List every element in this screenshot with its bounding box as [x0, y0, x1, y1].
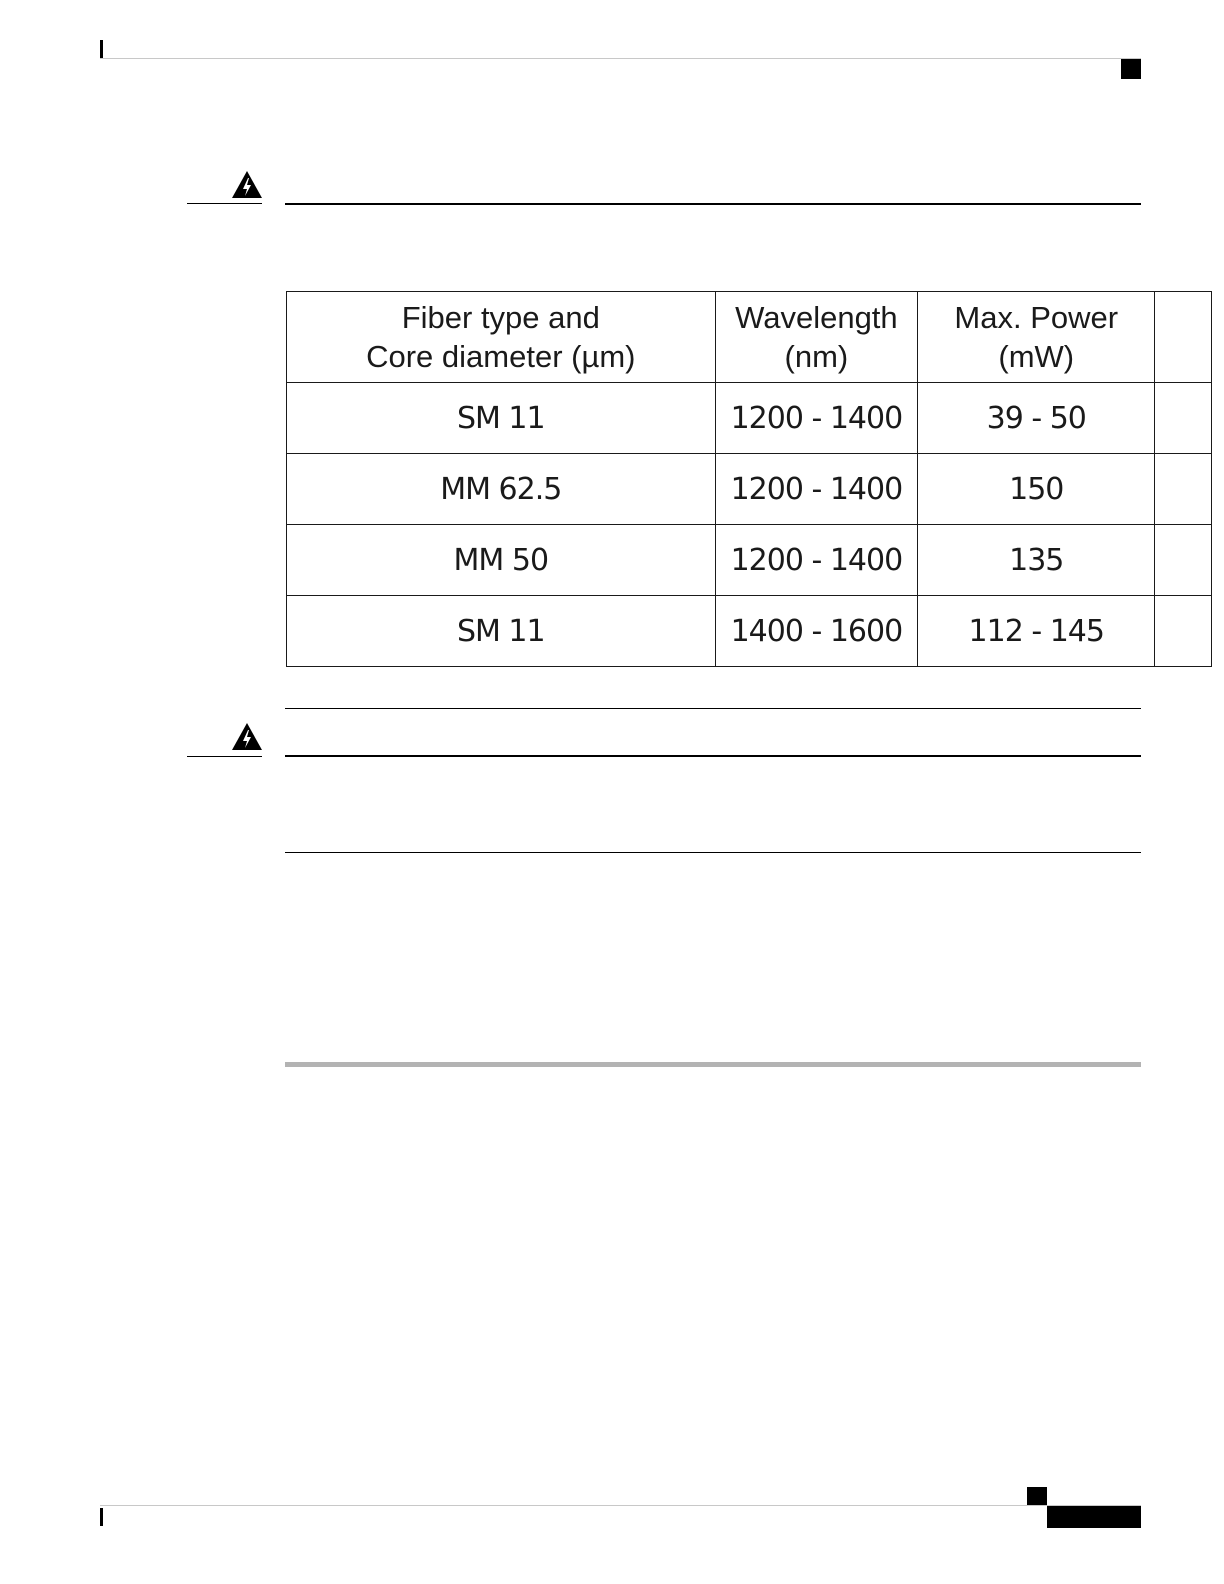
cell-cut-off	[1155, 525, 1212, 596]
cell-power: 150	[918, 454, 1155, 525]
cell-fiber: SM 11	[287, 596, 716, 667]
header-max-power	[918, 292, 1155, 383]
cell-fiber: MM 62.5	[287, 454, 716, 525]
header-line: Fiber type and	[401, 300, 600, 335]
warning-lightning-icon	[231, 170, 263, 200]
cell-fiber: MM 50	[287, 525, 716, 596]
cell-power: 135	[918, 525, 1155, 596]
header-chapter-marker	[1121, 59, 1141, 79]
warning-end-rule	[285, 708, 1141, 709]
warning-icon-underline	[187, 203, 262, 204]
table-row	[287, 525, 1212, 596]
table-row	[287, 383, 1212, 454]
footer-rule	[100, 1505, 1141, 1506]
header-left-tick	[100, 40, 103, 58]
warning-lightning-icon	[231, 722, 263, 752]
cell-wavelength: 1400 - 1600	[715, 596, 918, 667]
warning-icon-underline	[187, 756, 262, 757]
cell-wavelength: 1200 - 1400	[715, 454, 918, 525]
cell-power: 112 - 145	[918, 596, 1155, 667]
footer-page-marker	[1027, 1487, 1047, 1505]
cell-power: 39 - 50	[918, 383, 1155, 454]
header-line: (mW)	[998, 339, 1075, 374]
footer-page-number-box	[1047, 1506, 1141, 1528]
warning-rule	[285, 755, 1141, 757]
header-cut-off	[1155, 292, 1212, 383]
cell-wavelength: 1200 - 1400	[715, 383, 918, 454]
footer-left-tick	[100, 1508, 103, 1526]
header-line: (nm)	[784, 339, 849, 374]
header-rule	[100, 58, 1141, 59]
cell-wavelength: 1200 - 1400	[715, 525, 918, 596]
cell-cut-off	[1155, 454, 1212, 525]
header-line: Max. Power	[954, 300, 1119, 335]
cell-cut-off	[1155, 596, 1212, 667]
cell-fiber: SM 11	[287, 383, 716, 454]
cell-cut-off	[1155, 383, 1212, 454]
header-line: Wavelength	[735, 300, 898, 335]
header-fiber-type	[287, 292, 716, 383]
fiber-power-table	[286, 291, 1212, 667]
header-wavelength	[715, 292, 918, 383]
header-line: Core diameter (µm)	[366, 339, 636, 374]
table-header-row	[287, 292, 1212, 383]
table-row	[287, 454, 1212, 525]
section-end-rule	[285, 1062, 1141, 1067]
warning-end-rule	[285, 852, 1141, 853]
warning-rule	[285, 203, 1141, 205]
table-row	[287, 596, 1212, 667]
